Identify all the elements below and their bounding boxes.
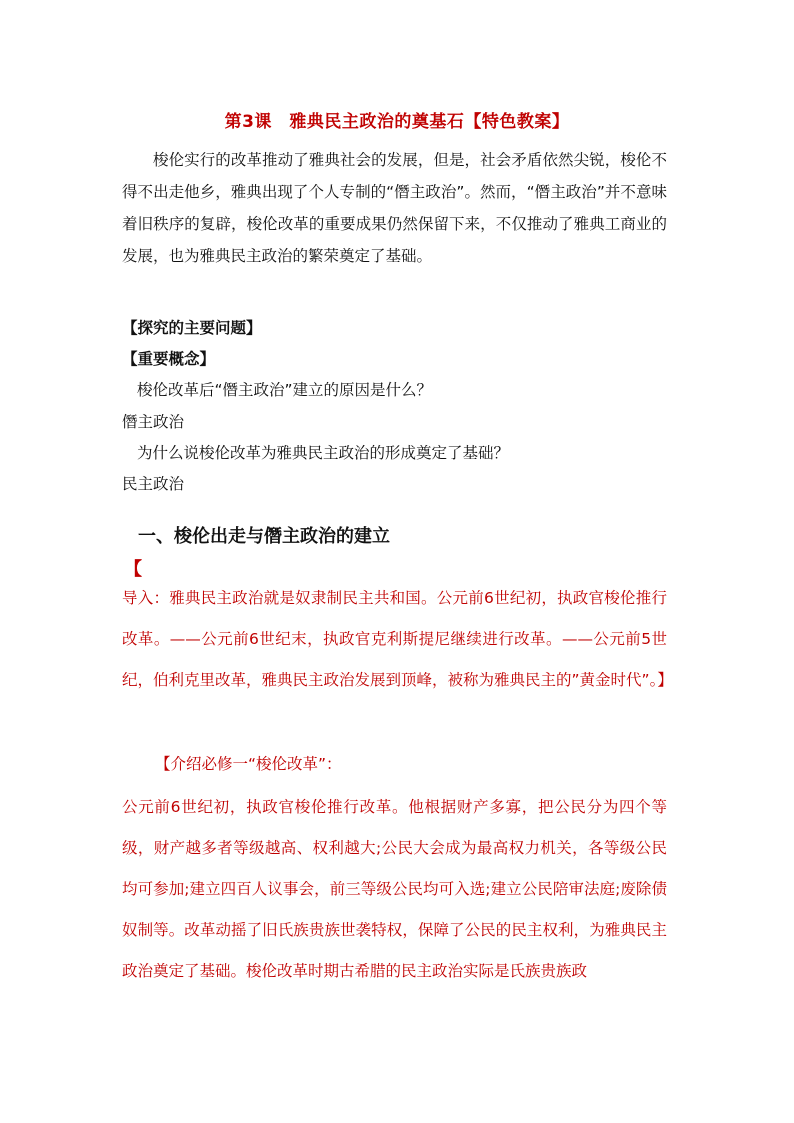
concept-heading: 【重要概念】: [122, 350, 216, 368]
concept-1: 僭主政治: [122, 413, 185, 431]
section-1-heading: 一、梭伦出走与僭主政治的建立: [138, 526, 390, 547]
explore-heading: 【探究的主要问题】: [122, 319, 262, 337]
intro-paragraph: 梭伦实行的改革推动了雅典社会的发展，但是，社会矛盾依然尖锐，梭伦不得不出走他乡，雅典出现了个人专制的“僭主政治”。然而，“僭主政治”并不意味着旧秩序的复辟，梭伦改革的重要成果仍然保留下来，不仅推动了雅典工商业的发展，也为雅典民主政治的繁荣奠定了基础。: [122, 151, 667, 265]
reform-paragraph: 公元前6世纪初，执政官梭伦推行改革。他根据财产多寡，把公民分为四个等级，财产越多者等级越高、权利越大;公民大会成为最高权力机关，各等级公民均可参加;建立四百人议事会，前三等级公民均可入选;建立公民陪审法庭;废除债奴制等。改革动摇了旧氏族贵族世袭特权，保障了公民的民主权利，为雅典民主政治奠定了基础。梭伦改革时期古希腊的民主政治实际是氏族贵族政: [122, 798, 667, 980]
intro-reform-label: 【介绍必修一“梭伦改革”：: [155, 755, 342, 773]
question-1: 梭伦改革后“僭主政治”建立的原因是什么？: [137, 381, 433, 399]
concept-2: 民主政治: [122, 475, 185, 493]
page-title: 第3课 雅典民主政治的奠基石【特色教案】: [224, 112, 570, 132]
question-2: 为什么说梭伦改革为雅典民主政治的形成奠定了基础？: [137, 444, 510, 462]
red-bracket: 【: [124, 559, 142, 580]
lead-in-paragraph: 导入：雅典民主政治就是奴隶制民主共和国。公元前6世纪初，执政官梭伦推行改革。——公元前6世纪末，执政官克利斯提尼继续进行改革。——公元前5世纪，伯利克里改革，雅典民主政治发展到顶峰，被称为雅典民主的”黄金时代”。】: [122, 589, 673, 689]
